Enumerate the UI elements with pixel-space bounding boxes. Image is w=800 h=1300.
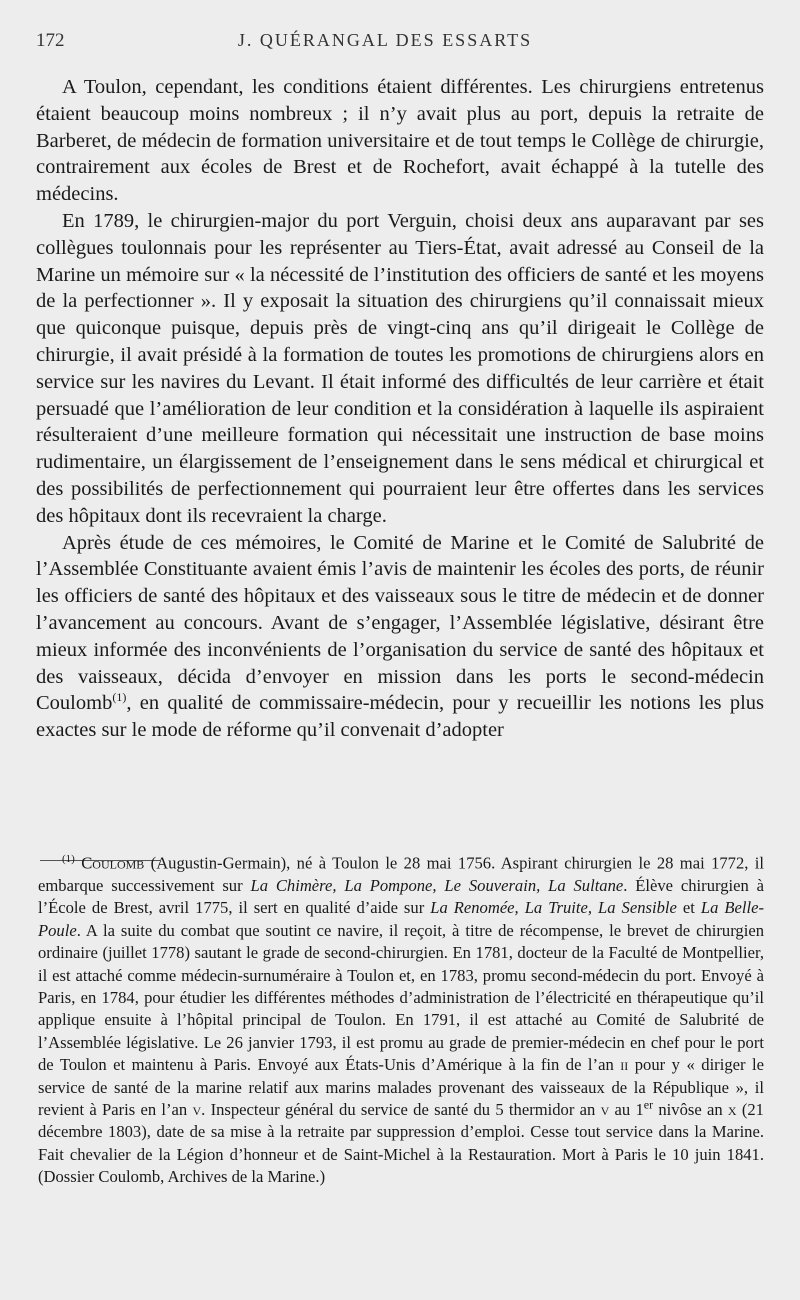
paragraph-3-end: , en qualité de commissaire-médecin, pour y recueillir les notions les plus exactes sur le mode de réforme qu’il convenait d’adopter [36,692,764,742]
running-head: J. QUÉRANGAL DES ESSARTS [237,30,533,50]
footnote-text: au 1 [609,1100,644,1119]
paragraph-3-start: Après étude de ces mémoires, le Comité de Marine et le Comité de Salubrité de l’Assemblée Constituante avaient émis l’avis de maintenir les écoles des ports, de réunir les officiers de santé des hôpitaux et des vaisseaux sous le titre de médecin et de donner l’avancement au concours. Avant de s’engager, l’Assemblée législative, désirant être mieux informée des inconvénients de l’organisation du service de santé des hôpitaux et des vaisseaux, décida d’envoyer en mission dans les ports le second-médecin Coulomb [36,531,764,715]
paragraph-3 [36,530,764,744]
footnote-1 [38,848,764,1189]
republican-year: ii [620,1055,629,1075]
republican-year: v [192,1100,202,1119]
paragraph-2: En 1789, le chirurgien-major du port Verguin, choisi deux ans auparavant par ses collègues toulonnais pour les représenter au Tiers-État, avait adressé au Conseil de la Marine un mémoire sur « la nécessité de l’institution des officiers de santé et les moyens de la perfectionner ». Il y exposait la situation des chirurgiens qu’il connaissait mieux que quiconque puisque, depuis près de vingt-cinq ans qu’il dirigeait le Collège de chirurgie, il avait présidé à la formation de toutes les promotions de chirurgiens alors en service sur les navires du Levant. Il était informé des difficultés de leur carrière et était persuadé que l’amélioration de leur condition et la considération à laquelle ils aspiraient résulteraient d’une meilleure formation qui nécessitait une instruction de base moins rudimentaire, un élargissement de l’enseignement dans le sens médical et chirurgical et des possibilités de perfectionnement qui pourraient leur être offertes dans les services des hôpitaux dont ils recevraient la charge. [36,209,764,527]
ship-names: La Renomée, La Truite, La Sensible [430,898,677,918]
page-number: 172 [36,30,65,51]
body-text [36,74,764,744]
footnote-text: nivôse an [653,1100,728,1119]
paragraph-1: A Toulon, cependant, les conditions étaient différentes. Les chirurgiens entretenus étaient beaucoup moins nombreux ; il n’y avait plus au port, depuis la retraite de Barberet, de médecin de formation universitaire et de tout temps le Collège de chirurgie, contrairement aux écoles de Brest et de Rochefort, avait échappé à la tutelle des médecins. [36,76,764,206]
footnote-text: pour y « diriger le service de santé de la marine relatif aux marins malades provenant des vaisseaux de la République », il revient à Paris en l’an [38,1055,764,1119]
ship-names: La Chimère, La Pompone, Le Souverain, La Sultane [250,875,624,895]
ordinal-suffix: er [643,1097,654,1112]
page-header [36,30,764,64]
ship-names: La Belle-Poule [38,898,764,940]
footnote-text: . Inspecteur général du service de santé du 5 thermidor an [201,1100,601,1119]
footnote-text: (21 décembre 1803), date de sa mise à la retraite par suppression d’emploi. Cesse tout service dans la Marine. Fait chevalier de la Légion d’honneur et de Saint-Michel à la Restauration. Mort à Paris le 10 juin 1841. (Dossier Coulomb, Archives de la Marine.) [38,1100,764,1187]
footnote-text: et [676,898,701,918]
republican-year: v [600,1100,610,1119]
footnote-text: . Élève chirurgien à l’École de Brest, avril 1775, il sert en qualité d’aide sur [38,875,764,918]
footnote-text: (Augustin-Germain), né à Toulon le 28 mai 1756. Aspirant chirurgien le 28 mai 1772, il embarque successivement sur [38,853,764,895]
footnote-marker: (1) [62,853,75,865]
footnote-person-name: Coulomb [81,853,145,873]
republican-year: x [727,1100,737,1119]
footnotes [38,848,764,1189]
footnote-text: . A la suite du combat que soutint ce navire, il reçoit, à titre de récompense, le brevet de chirurgien ordinaire (juillet 1778) sautant le grade de second-chirurgien. En 1781, docteur de la Faculté de Montpellier, il est attaché comme médecin-surnuméraire à Toulon et, en 1783, promu second-médecin du port. Envoyé à Paris, en 1784, pour étudier les différentes méthodes d’administration de l’électricité en thérapeutique qu’il applique ensuite à l’hôpital principal de Toulon. En 1791, il est attaché au Comité de Salubrité de l’Assemblée législative. Le 26 janvier 1793, il est promu au grade de premier-médecin en chef pour le port de Toulon et maintenu à Paris. Envoyé aux États-Unis d’Amérique à la fin de l’an [38,920,764,1075]
footnote-reference: (1) [112,690,127,705]
